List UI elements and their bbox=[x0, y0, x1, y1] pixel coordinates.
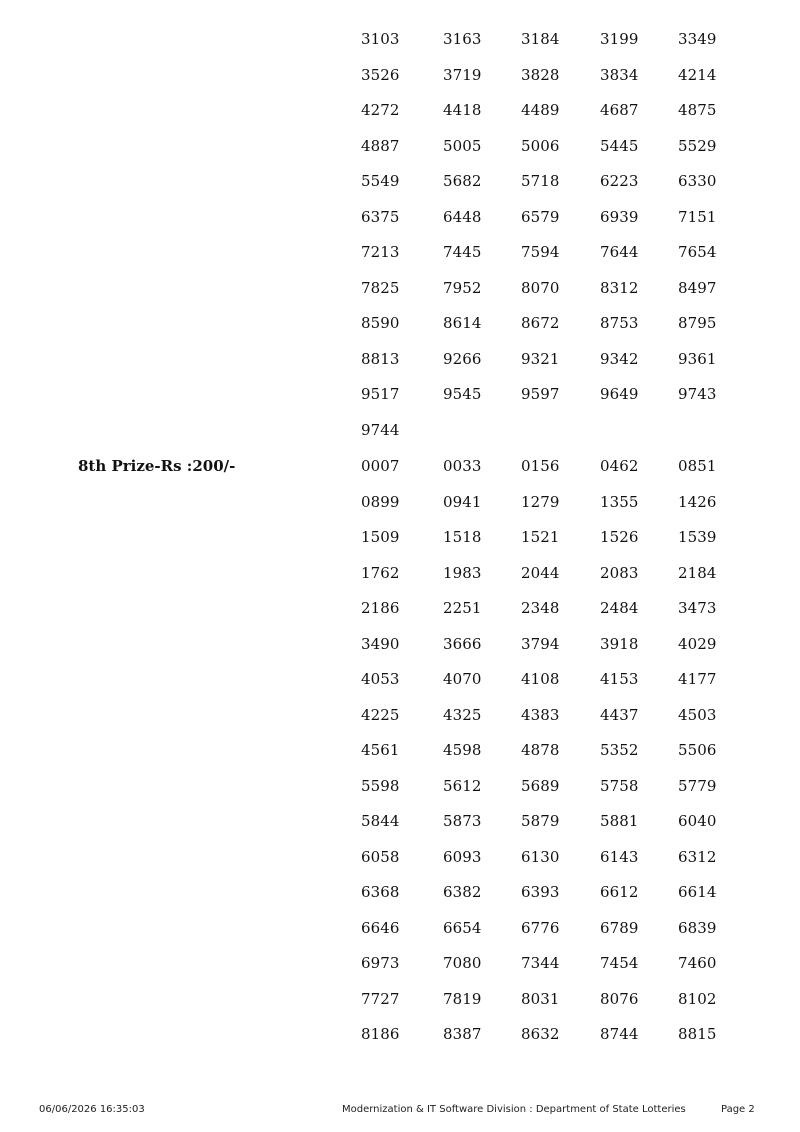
ticket-number: 4598 bbox=[443, 741, 482, 759]
ticket-number: 6058 bbox=[361, 847, 400, 866]
number-row bbox=[0, 22, 800, 58]
ticket-number: 9649 bbox=[600, 385, 639, 403]
ticket-number: 8753 bbox=[600, 314, 639, 332]
ticket-number: 4383 bbox=[521, 705, 560, 724]
number-row bbox=[0, 591, 800, 627]
number-row bbox=[0, 449, 800, 485]
ticket-number: 8186 bbox=[361, 1025, 400, 1043]
footer-organization: Modernization & IT Software Division : Department of State Lotteries bbox=[342, 1104, 686, 1115]
ticket-number: 7825 bbox=[361, 278, 400, 297]
ticket-number: 4214 bbox=[678, 65, 717, 84]
ticket-number: 0462 bbox=[600, 457, 639, 475]
ticket-number: 2186 bbox=[361, 599, 400, 617]
ticket-number: 7213 bbox=[361, 243, 400, 261]
number-row bbox=[0, 982, 800, 1018]
ticket-number: 3918 bbox=[600, 634, 639, 653]
ticket-number: 5549 bbox=[361, 172, 400, 190]
ticket-number: 4687 bbox=[600, 101, 639, 119]
ticket-number: 4225 bbox=[361, 705, 400, 724]
ticket-number: 4325 bbox=[443, 705, 482, 724]
number-row bbox=[0, 413, 800, 449]
ticket-number: 7151 bbox=[678, 207, 717, 226]
ticket-number: 3184 bbox=[521, 30, 560, 48]
ticket-number: 2348 bbox=[521, 599, 560, 617]
ticket-number: 1279 bbox=[521, 492, 560, 511]
ticket-number: 6646 bbox=[361, 918, 400, 937]
ticket-number: 1983 bbox=[443, 563, 482, 582]
ticket-number: 6612 bbox=[600, 883, 639, 901]
ticket-number: 3349 bbox=[678, 30, 717, 48]
ticket-number: 2083 bbox=[600, 563, 639, 582]
ticket-number: 1762 bbox=[361, 563, 400, 582]
ticket-number: 8031 bbox=[521, 989, 560, 1008]
ticket-number: 7819 bbox=[443, 989, 482, 1008]
ticket-number: 3834 bbox=[600, 65, 639, 84]
ticket-number: 5612 bbox=[443, 776, 482, 795]
ticket-number: 9266 bbox=[443, 349, 482, 368]
ticket-number: 9744 bbox=[361, 420, 400, 439]
number-row bbox=[0, 911, 800, 947]
number-row bbox=[0, 840, 800, 876]
ticket-number: 3666 bbox=[443, 634, 482, 653]
ticket-number: 6654 bbox=[443, 918, 482, 937]
ticket-number: 1426 bbox=[678, 492, 717, 511]
ticket-number: 6839 bbox=[678, 918, 717, 937]
ticket-number: 8744 bbox=[600, 1025, 639, 1043]
ticket-number: 7460 bbox=[678, 954, 717, 972]
ticket-number: 5005 bbox=[443, 136, 482, 155]
ticket-number: 4503 bbox=[678, 705, 717, 724]
ticket-number: 8614 bbox=[443, 314, 482, 332]
ticket-number: 8815 bbox=[678, 1025, 717, 1043]
ticket-number: 9361 bbox=[678, 349, 717, 368]
page-footer bbox=[0, 1104, 800, 1122]
ticket-number: 9743 bbox=[678, 385, 717, 403]
footer-datetime: 06/06/2026 16:35:03 bbox=[39, 1104, 145, 1115]
ticket-number: 5682 bbox=[443, 172, 482, 190]
ticket-number: 4418 bbox=[443, 101, 482, 119]
ticket-number: 5758 bbox=[600, 776, 639, 795]
ticket-number: 9517 bbox=[361, 385, 400, 403]
ticket-number: 6375 bbox=[361, 207, 400, 226]
ticket-number: 7644 bbox=[600, 243, 639, 261]
ticket-number: 6040 bbox=[678, 812, 717, 830]
number-row bbox=[0, 235, 800, 271]
number-row bbox=[0, 129, 800, 165]
ticket-number: 5873 bbox=[443, 812, 482, 830]
prize-label: 8th Prize-Rs :200/- bbox=[78, 457, 236, 475]
ticket-number: 3103 bbox=[361, 30, 400, 48]
ticket-number: 5779 bbox=[678, 776, 717, 795]
ticket-number: 4272 bbox=[361, 101, 400, 119]
ticket-number: 4887 bbox=[361, 136, 400, 155]
ticket-number: 4878 bbox=[521, 741, 560, 759]
ticket-number: 3473 bbox=[678, 599, 717, 617]
ticket-number: 4561 bbox=[361, 741, 400, 759]
ticket-number: 8672 bbox=[521, 314, 560, 332]
number-grid bbox=[0, 449, 800, 1053]
ticket-number: 3828 bbox=[521, 65, 560, 84]
ticket-number: 8076 bbox=[600, 989, 639, 1008]
ticket-number: 6973 bbox=[361, 954, 400, 972]
ticket-number: 5879 bbox=[521, 812, 560, 830]
ticket-number: 7952 bbox=[443, 278, 482, 297]
ticket-number: 5506 bbox=[678, 741, 717, 759]
ticket-number: 9545 bbox=[443, 385, 482, 403]
ticket-number: 7654 bbox=[678, 243, 717, 261]
number-row bbox=[0, 1017, 800, 1053]
ticket-number: 4108 bbox=[521, 670, 560, 688]
ticket-number: 7344 bbox=[521, 954, 560, 972]
ticket-number: 6130 bbox=[521, 847, 560, 866]
ticket-number: 1526 bbox=[600, 528, 639, 546]
number-row bbox=[0, 627, 800, 663]
ticket-number: 5352 bbox=[600, 741, 639, 759]
ticket-number: 8312 bbox=[600, 278, 639, 297]
number-row bbox=[0, 804, 800, 840]
ticket-number: 8632 bbox=[521, 1025, 560, 1043]
ticket-number: 4489 bbox=[521, 101, 560, 119]
number-row bbox=[0, 875, 800, 911]
ticket-number: 6614 bbox=[678, 883, 717, 901]
ticket-number: 6330 bbox=[678, 172, 717, 190]
ticket-number: 2044 bbox=[521, 563, 560, 582]
ticket-number: 0007 bbox=[361, 457, 400, 475]
ticket-number: 7594 bbox=[521, 243, 560, 261]
ticket-number: 8497 bbox=[678, 278, 717, 297]
number-row bbox=[0, 306, 800, 342]
number-row bbox=[0, 769, 800, 805]
ticket-number: 6312 bbox=[678, 847, 717, 866]
number-row bbox=[0, 377, 800, 413]
ticket-number: 0941 bbox=[443, 492, 482, 511]
ticket-number: 6789 bbox=[600, 918, 639, 937]
ticket-number: 3163 bbox=[443, 30, 482, 48]
ticket-number: 6368 bbox=[361, 883, 400, 901]
ticket-number: 3719 bbox=[443, 65, 482, 84]
ticket-number: 9342 bbox=[600, 349, 639, 368]
ticket-number: 1539 bbox=[678, 528, 717, 546]
ticket-number: 0033 bbox=[443, 457, 482, 475]
footer-page-number: Page 2 bbox=[721, 1104, 755, 1115]
ticket-number: 6448 bbox=[443, 207, 482, 226]
ticket-number: 6939 bbox=[600, 207, 639, 226]
ticket-number: 8102 bbox=[678, 989, 717, 1008]
ticket-number: 9597 bbox=[521, 385, 560, 403]
number-row bbox=[0, 271, 800, 307]
ticket-number: 6143 bbox=[600, 847, 639, 866]
ticket-number: 4875 bbox=[678, 101, 717, 119]
number-row bbox=[0, 698, 800, 734]
ticket-number: 6382 bbox=[443, 883, 482, 901]
ticket-number: 6579 bbox=[521, 207, 560, 226]
ticket-number: 9321 bbox=[521, 349, 560, 368]
ticket-number: 5844 bbox=[361, 812, 400, 830]
ticket-number: 7454 bbox=[600, 954, 639, 972]
number-row bbox=[0, 556, 800, 592]
ticket-number: 1521 bbox=[521, 528, 560, 546]
ticket-number: 6393 bbox=[521, 883, 560, 901]
ticket-number: 8813 bbox=[361, 349, 400, 368]
ticket-number: 4053 bbox=[361, 670, 400, 688]
number-row bbox=[0, 662, 800, 698]
ticket-number: 2184 bbox=[678, 563, 717, 582]
ticket-number: 4177 bbox=[678, 670, 717, 688]
ticket-number: 5006 bbox=[521, 136, 560, 155]
number-row bbox=[0, 342, 800, 378]
ticket-number: 2251 bbox=[443, 599, 482, 617]
number-row bbox=[0, 200, 800, 236]
ticket-number: 5529 bbox=[678, 136, 717, 155]
number-row bbox=[0, 485, 800, 521]
number-row bbox=[0, 733, 800, 769]
ticket-number: 7727 bbox=[361, 989, 400, 1008]
ticket-number: 1518 bbox=[443, 528, 482, 546]
ticket-number: 5689 bbox=[521, 776, 560, 795]
ticket-number: 5718 bbox=[521, 172, 560, 190]
ticket-number: 1355 bbox=[600, 492, 639, 511]
ticket-number: 0899 bbox=[361, 492, 400, 511]
ticket-number: 8795 bbox=[678, 314, 717, 332]
ticket-number: 3526 bbox=[361, 65, 400, 84]
ticket-number: 6093 bbox=[443, 847, 482, 866]
ticket-number: 6223 bbox=[600, 172, 639, 190]
ticket-number: 4029 bbox=[678, 634, 717, 653]
number-row bbox=[0, 58, 800, 94]
ticket-number: 4153 bbox=[600, 670, 639, 688]
ticket-number: 8590 bbox=[361, 314, 400, 332]
ticket-number: 4437 bbox=[600, 705, 639, 724]
ticket-number: 3794 bbox=[521, 634, 560, 653]
ticket-number: 8387 bbox=[443, 1025, 482, 1043]
number-grid bbox=[0, 22, 800, 448]
ticket-number: 0851 bbox=[678, 457, 717, 475]
number-row bbox=[0, 946, 800, 982]
ticket-number: 4070 bbox=[443, 670, 482, 688]
ticket-number: 3199 bbox=[600, 30, 639, 48]
ticket-number: 6776 bbox=[521, 918, 560, 937]
ticket-number: 2484 bbox=[600, 599, 639, 617]
number-row bbox=[0, 93, 800, 129]
ticket-number: 7445 bbox=[443, 243, 482, 261]
ticket-number: 0156 bbox=[521, 457, 560, 475]
ticket-number: 5881 bbox=[600, 812, 639, 830]
ticket-number: 3490 bbox=[361, 634, 400, 653]
ticket-number: 7080 bbox=[443, 954, 482, 972]
ticket-number: 5445 bbox=[600, 136, 639, 155]
number-row bbox=[0, 164, 800, 200]
number-row bbox=[0, 520, 800, 556]
ticket-number: 5598 bbox=[361, 776, 400, 795]
ticket-number: 1509 bbox=[361, 528, 400, 546]
ticket-number: 8070 bbox=[521, 278, 560, 297]
